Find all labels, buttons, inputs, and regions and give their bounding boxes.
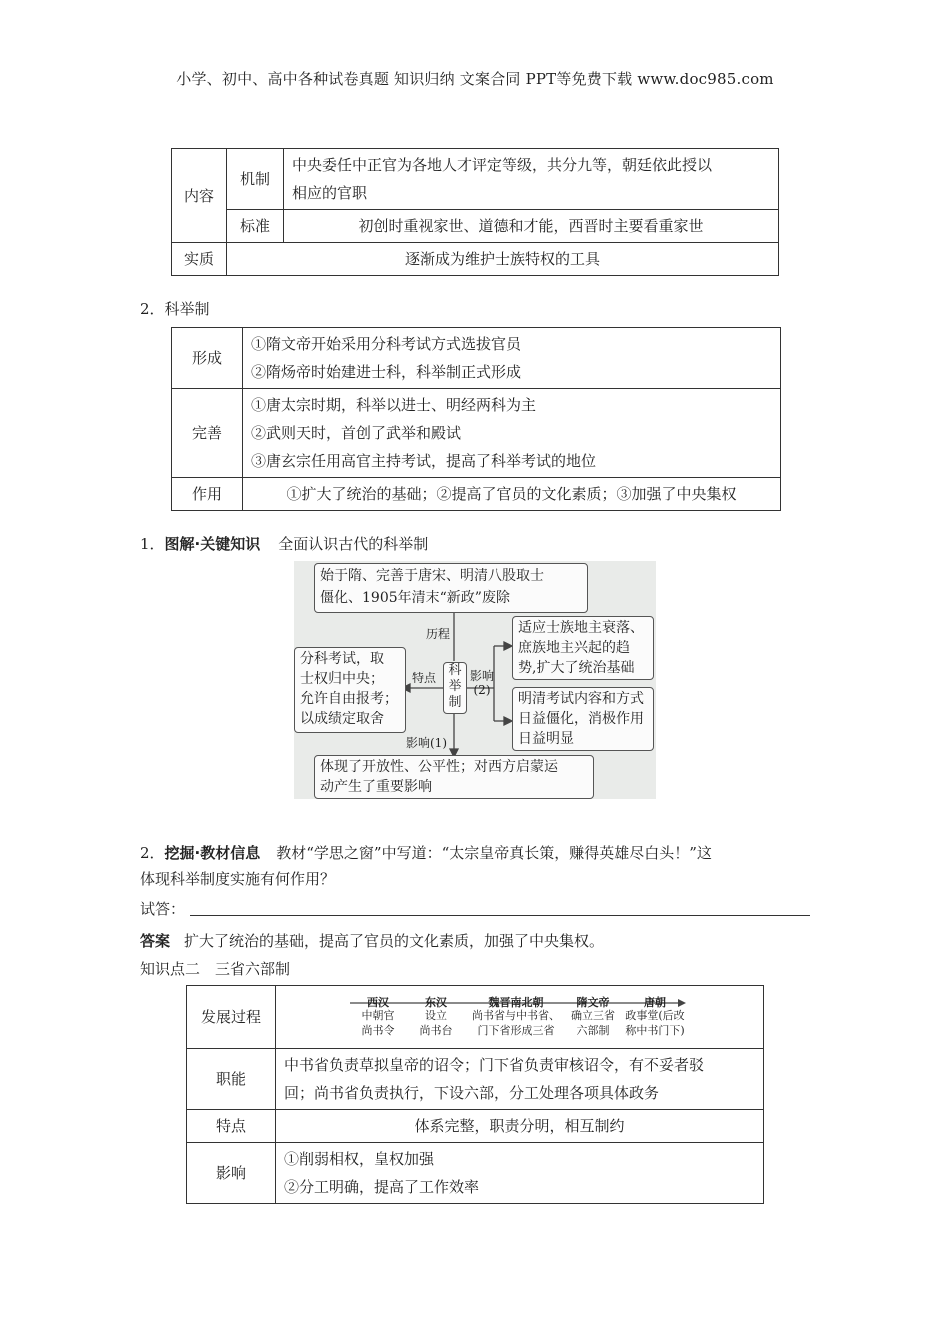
timeline-period-5: 唐朝 — [644, 996, 666, 1009]
timeline-period-3: 魏晋南北朝 — [488, 996, 544, 1009]
timeline-event-5 — [616, 1008, 694, 1038]
answer-text: 扩大了统治的基础，提高了官员的文化素质，加强了中央集权。 — [184, 932, 605, 950]
feature-line-2: 士权归中央； — [300, 671, 384, 687]
formation-line-1: ①隋文帝开始采用分科考试方式选拔官员 — [251, 335, 522, 353]
label-impact-2 — [470, 669, 494, 697]
formation-line-2: ②隋炀帝时始建进士科，科举制正式形成 — [251, 363, 522, 381]
perfect-line-3: ③唐玄宗任用高官主持考试，提高了科举考试的地位 — [251, 452, 597, 470]
impact-neg-line-3: 日益明显 — [518, 731, 574, 747]
cell-formation — [243, 328, 781, 389]
cell-feature: 体系完整，职责分明，相互制约 — [276, 1110, 764, 1143]
mechanism-line-1: 中央委任中正官为各地人才评定等级，共分九等，朝廷依此授以 — [292, 156, 713, 174]
diagram-feature-box — [294, 647, 406, 733]
question-text-1: 教材“学思之窗”中写道：“太宗皇帝真长策，赚得英雄尽白头！”这 — [276, 844, 712, 862]
feature-line-4: 以成绩定取舍 — [300, 711, 384, 727]
center-char-2: 举 — [448, 679, 462, 694]
row-label-formation: 形成 — [172, 328, 243, 389]
timeline — [276, 986, 762, 1048]
table-three-departments — [186, 985, 764, 1204]
answer-blank-line[interactable] — [190, 915, 810, 916]
center-char-1: 科 — [448, 663, 462, 678]
function-line-2: 回；尚书省负责执行，下设六部，分工处理各项具体政务 — [284, 1084, 660, 1102]
row-label-function: 职能 — [187, 1049, 276, 1110]
label-feature: 特点 — [412, 671, 437, 685]
feature-line-1: 分科考试，取 — [300, 651, 384, 667]
page-header: 小学、初中、高中各种试卷真题 知识归纳 文案合同 PPT等免费下载 www.doc985.com — [176, 70, 774, 88]
cell-timeline — [276, 986, 764, 1049]
cell-standard-label: 标准 — [227, 210, 284, 243]
row-label-perfect: 完善 — [172, 389, 243, 478]
center-char-3: 制 — [448, 695, 462, 710]
keju-concept-diagram — [294, 561, 656, 799]
mechanism-line-2: 相应的官职 — [292, 184, 368, 202]
timeline-period-1: 西汉 — [367, 996, 389, 1009]
heading-number: 1． — [140, 535, 165, 553]
row-label-essence: 实质 — [172, 243, 227, 276]
cell-mechanism-text — [284, 149, 779, 210]
history-line-1: 始于隋、完善于唐宋、明清八股取士 — [320, 568, 544, 584]
diagram-history-box — [314, 563, 588, 613]
impact-line-2: ②分工明确，提高了工作效率 — [284, 1178, 480, 1196]
cell-function — [276, 1049, 764, 1110]
cell-essence-text: 逐渐成为维护士族特权的工具 — [227, 243, 779, 276]
timeline-event-4-line-2: 六部制 — [576, 1024, 610, 1037]
timeline-event-2 — [406, 1008, 466, 1038]
row-label-impact: 影响 — [187, 1143, 276, 1204]
impact-pos-line-3: 势,扩大了统治基础 — [518, 660, 635, 676]
diagram-impact-negative-box — [512, 687, 654, 751]
diagram-heading — [140, 533, 428, 554]
impact2-number: (2) — [473, 683, 491, 697]
timeline-event-1 — [348, 1008, 408, 1038]
question-text-2: 体现科举制度实施有何作用？ — [140, 870, 336, 888]
feature-line-3: 允许自由报考； — [300, 691, 398, 707]
answer-line — [140, 930, 604, 951]
diagram-impact-west-box — [314, 755, 594, 799]
heading-text: 全面认识古代的科举制 — [278, 535, 429, 553]
cell-mechanism-label: 机制 — [227, 149, 284, 210]
timeline-event-4-line-1: 确立三省 — [571, 1009, 615, 1022]
impact-neg-line-1: 明清考试内容和方式 — [518, 691, 644, 707]
heading-bold: 图解·关键知识 — [164, 535, 261, 553]
section-title-keju: 2．科举制 — [140, 300, 210, 318]
impact-line-1: ①削弱相权，皇权加强 — [284, 1150, 435, 1168]
impact-west-line-1: 体现了开放性、公平性；对西方启蒙运 — [320, 759, 558, 775]
cell-perfect — [243, 389, 781, 478]
timeline-event-3 — [468, 1008, 564, 1038]
row-label-feature: 特点 — [187, 1110, 276, 1143]
function-line-1: 中书省负责草拟皇帝的诏令；门下省负责审核诏令，有不妥者驳 — [284, 1056, 705, 1074]
label-history: 历程 — [426, 627, 451, 641]
cell-impact — [276, 1143, 764, 1204]
timeline-event-5-line-1: 政事堂(后改 — [625, 1009, 685, 1022]
timeline-event-3-line-2: 门下省形成三省 — [477, 1024, 555, 1037]
question-number: 2． — [140, 844, 165, 862]
label-impact-1: 影响(1) — [406, 736, 447, 750]
answer-label: 答案 — [140, 932, 171, 950]
answer-prompt: 试答： — [140, 900, 186, 918]
timeline-period-2: 东汉 — [425, 996, 447, 1009]
diagram-impact-positive-box — [512, 616, 654, 680]
perfect-line-2: ②武则天时，首创了武举和殿试 — [251, 424, 462, 442]
cell-effect: ①扩大了统治的基础；②提高了官员的文化素质；③加强了中央集权 — [243, 478, 781, 511]
timeline-event-5-line-2: 称中书门下) — [625, 1024, 685, 1037]
impact2-text: 影响 — [470, 669, 495, 683]
table-nine-rank-system — [171, 148, 779, 276]
cell-standard-text: 初创时重视家世、道德和才能，西晋时主要看重家世 — [284, 210, 779, 243]
timeline-event-1-line-1: 中朝官 — [361, 1009, 395, 1022]
diagram-center-keju — [443, 662, 467, 714]
timeline-event-2-line-2: 尚书台 — [419, 1024, 453, 1037]
knowledge-point-2-title: 知识点二 三省六部制 — [140, 960, 291, 978]
row-label-content: 内容 — [172, 149, 227, 243]
impact-neg-line-2: 日益僵化，消极作用 — [518, 711, 644, 727]
question-2 — [140, 840, 820, 892]
timeline-period-4: 隋文帝 — [576, 996, 610, 1009]
timeline-event-3-line-1: 尚书省与中书省、 — [472, 1009, 560, 1022]
row-label-effect: 作用 — [172, 478, 243, 511]
table-imperial-exam — [171, 327, 781, 511]
history-line-2: 僵化、1905年清末“新政”废除 — [320, 590, 510, 606]
impact-pos-line-2: 庶族地主兴起的趋 — [518, 640, 630, 656]
impact-west-line-2: 动产生了重要影响 — [320, 779, 432, 795]
perfect-line-1: ①唐太宗时期，科举以进士、明经两科为主 — [251, 396, 537, 414]
timeline-event-1-line-2: 尚书令 — [361, 1024, 395, 1037]
question-line-1 — [140, 840, 820, 866]
impact-pos-line-1: 适应士族地主衰落、 — [518, 620, 644, 636]
timeline-event-2-line-1: 设立 — [425, 1009, 447, 1022]
question-bold: 挖掘·教材信息 — [164, 844, 261, 862]
row-label-process: 发展过程 — [187, 986, 276, 1049]
